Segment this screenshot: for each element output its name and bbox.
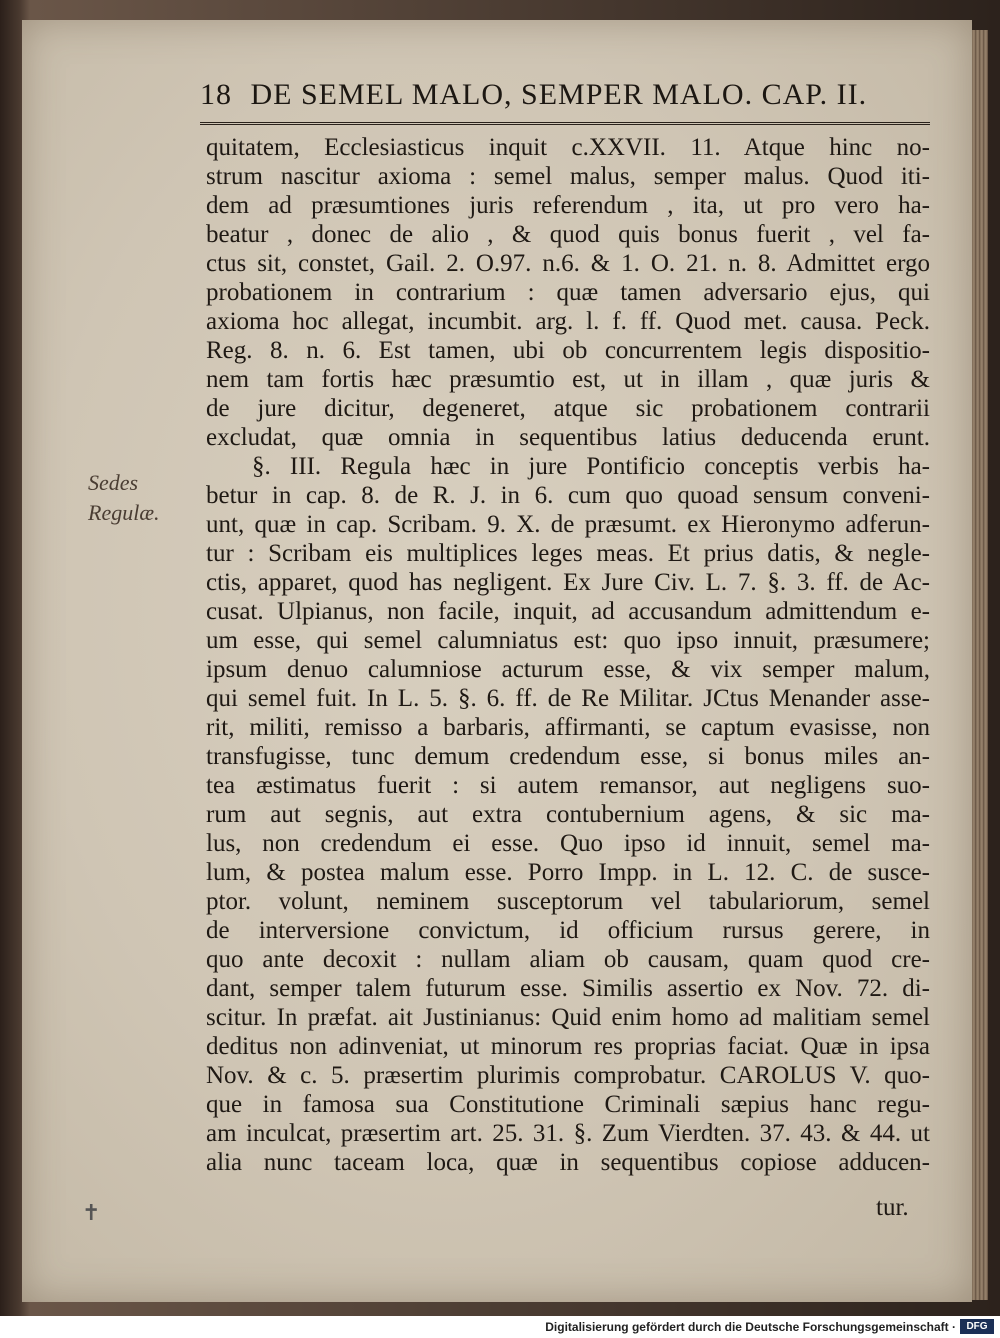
text-line: rit, militi, remisso a barbaris, affirmanti, se captum evasisse, non [206,714,930,741]
text-line: probationem in contrarium : quæ tamen adversario ejus, qui [206,279,930,306]
text-line: ptor. volunt, neminem susceptorum vel tabulariorum, semel [206,888,930,915]
text-line: ipsum denuo calumniose acturum esse, & vix semper malum, [206,656,930,683]
page-number: 18 [200,78,232,111]
header-rule [200,122,930,129]
text-line: cusat. Ulpianus, non facile, inquit, ad accusandum admittendum e- [206,598,930,625]
text-line: betur in cap. 8. de R. J. in 6. cum quo quoad sensum conveni- [206,482,930,509]
body-text [206,133,930,1177]
text-line: axioma hoc allegat, incumbit. arg. l. f. ff. Quod met. causa. Peck. [206,308,930,335]
text-line: quo ante decoxit : nullam aliam ob causam, quam quod cre- [206,946,930,973]
text-line: um esse, qui semel calumniatus est: quo ipso innuit, præsumere; [206,627,930,654]
text-line: lum, & postea malum esse. Porro Impp. in L. 12. C. de susce- [206,859,930,886]
text-line: lus, non credendum ei esse. Quo ipso id innuit, semel ma- [206,830,930,857]
margin-marks: ✝ [82,1200,101,1225]
text-line: ctus sit, constet, Gail. 2. O.97. n.6. & 1. O. 21. n. 8. Admittet ergo [206,250,930,277]
text-line: beatur , donec de alio , & quod quis bonus fuerit , vel fa- [206,221,930,248]
text-line: Reg. 8. n. 6. Est tamen, ubi ob concurrentem legis dispositio- [206,337,930,364]
dfg-logo: DFG [960,1319,994,1334]
text-line: dem ad præsumtiones juris referendum , ita, ut pro vero ha- [206,192,930,219]
text-line: tur : Scribam eis multiplices leges meas. Et prius datis, & negle- [206,540,930,567]
text-line: quitatem, Ecclesiasticus inquit c.XXVII. 11. Atque hinc no- [206,134,930,161]
text-line: ctis, apparet, quod has negligent. Ex Jure Civ. L. 7. §. 3. ff. de Ac- [206,569,930,596]
margin-note: Sedes Regulæ. [88,470,160,525]
catchword: tur. [876,1194,909,1221]
text-line: strum nascitur axioma : semel malus, semper malus. Quod iti- [206,163,930,190]
text-line: §. III. Regula hæc in jure Pontificio conceptis verbis ha- [252,453,930,480]
text-line: alia nunc taceam loca, quæ in sequentibus copiose adducen- [206,1149,930,1176]
text-line: unt, quæ in cap. Scribam. 9. X. de præsumt. ex Hieronymo adferun- [206,511,930,538]
book-page-edge [972,30,988,1300]
text-line: scitur. In præfat. ait Justinianus: Quid enim homo ad malitiam semel [206,1004,930,1031]
running-header [200,78,920,112]
text-line: am inculcat, præsertim art. 25. 31. §. Zum Vierdten. 37. 43. & 44. ut [206,1120,930,1147]
text-line: transfugisse, tunc demum credendum esse, si bonus miles an- [206,743,930,770]
text-line: Nov. & c. 5. præsertim plurimis comprobatur. CAROLUS V. quo- [206,1062,930,1089]
text-line: de jure dicitur, degeneret, atque sic probationem contrarii [206,395,930,422]
text-line: qui semel fuit. In L. 5. §. 6. ff. de Re Militar. JCtus Menander asse- [206,685,930,712]
text-line: excludat, quæ omnia in sequentibus latius deducenda erunt. [206,424,930,451]
footer-bar [0,1316,1000,1338]
text-line: nem tam fortis hæc præsumtio est, ut in illam , quæ juris & [206,366,930,393]
running-title: DE SEMEL MALO, SEMPER MALO. CAP. II. [250,78,868,111]
text-line: dant, semper talem futurum esse. Similis assertio ex Nov. 72. di- [206,975,930,1002]
footer-credit: Digitalisierung gefördert durch die Deutsche Forschungsgemeinschaft · [545,1320,956,1334]
text-line: deditus non adinveniat, ut minorum res proprias faciat. Quæ in ipsa [206,1033,930,1060]
text-line: rum aut segnis, aut extra contubernium agens, & sic ma- [206,801,930,828]
text-line: tea æstimatus fuerit : si autem remansor, aut negligens suo- [206,772,930,799]
text-line: de interversione convictum, id officium rursus gerere, in [206,917,930,944]
text-line: que in famosa sua Constitutione Criminali sæpius hanc regu- [206,1091,930,1118]
